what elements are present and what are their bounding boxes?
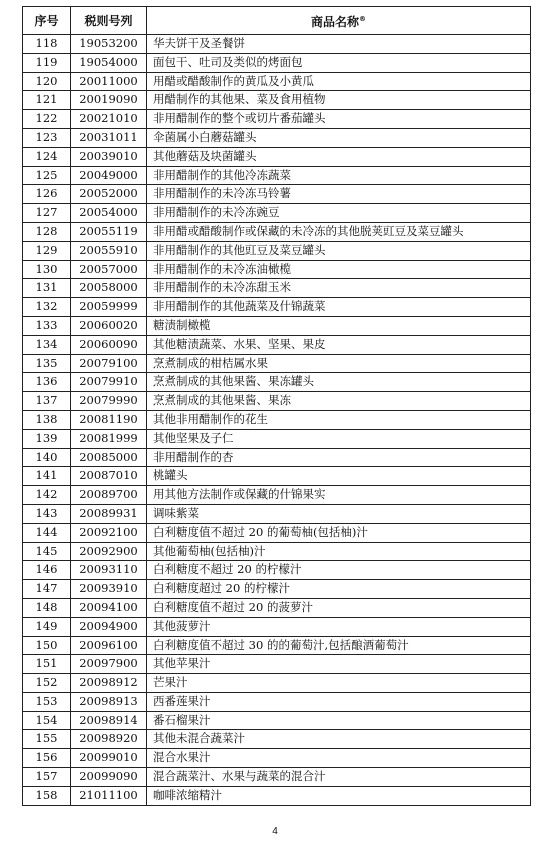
table-row [23, 467, 531, 486]
tariff-code-cell: 20019090 [71, 91, 147, 110]
product-name-cell: 烹煮制成的其他果酱、果冻 [147, 392, 531, 411]
tariff-code-cell: 20060020 [71, 316, 147, 335]
tariff-code-cell: 20079910 [71, 373, 147, 392]
table-body [23, 35, 531, 806]
product-name-cell: 伞菌属小白蘑菇罐头 [147, 128, 531, 147]
table-row [23, 486, 531, 505]
tariff-code-cell: 20087010 [71, 467, 147, 486]
table-row [23, 674, 531, 693]
product-name-cell: 用其他方法制作或保藏的什锦果实 [147, 486, 531, 505]
product-name-cell: 糖渍制橄榄 [147, 316, 531, 335]
table-row [23, 279, 531, 298]
table-row [23, 392, 531, 411]
tariff-code-cell: 21011100 [71, 786, 147, 805]
product-name-cell: 非用醋制作的未冷冻豌豆 [147, 204, 531, 223]
table-row [23, 523, 531, 542]
tariff-code-cell: 20011000 [71, 72, 147, 91]
table-row [23, 598, 531, 617]
table-row [23, 260, 531, 279]
tariff-code-cell: 20089931 [71, 504, 147, 523]
serial-number-cell: 143 [23, 504, 71, 523]
header-row [23, 7, 531, 35]
table-row [23, 617, 531, 636]
header-tariff-code: 税则号列 [71, 7, 147, 35]
tariff-code-cell: 20049000 [71, 166, 147, 185]
serial-number-cell: 146 [23, 561, 71, 580]
table-row [23, 335, 531, 354]
tariff-code-cell: 20055910 [71, 241, 147, 260]
serial-number-cell: 148 [23, 598, 71, 617]
table-row [23, 316, 531, 335]
product-name-cell: 华夫饼干及圣餐饼 [147, 35, 531, 54]
serial-number-cell: 123 [23, 128, 71, 147]
table-row [23, 222, 531, 241]
product-name-cell: 芒果汁 [147, 674, 531, 693]
tariff-code-cell: 20098914 [71, 711, 147, 730]
tariff-code-cell: 20092900 [71, 542, 147, 561]
product-name-cell: 非用醋制作的未冷冻马铃薯 [147, 185, 531, 204]
product-name-cell: 桃罐头 [147, 467, 531, 486]
serial-number-cell: 122 [23, 110, 71, 129]
product-name-cell: 非用醋制作的未冷冻甜玉米 [147, 279, 531, 298]
serial-number-cell: 128 [23, 222, 71, 241]
tariff-code-cell: 20094900 [71, 617, 147, 636]
tariff-code-cell: 20081999 [71, 429, 147, 448]
serial-number-cell: 129 [23, 241, 71, 260]
table-row [23, 561, 531, 580]
product-name-cell: 烹煮制成的其他果酱、果冻罐头 [147, 373, 531, 392]
tariff-code-cell: 20093110 [71, 561, 147, 580]
serial-number-cell: 136 [23, 373, 71, 392]
product-name-cell: 烹煮制成的柑桔属水果 [147, 354, 531, 373]
tariff-code-cell: 20058000 [71, 279, 147, 298]
tariff-code-cell: 19053200 [71, 35, 147, 54]
serial-number-cell: 137 [23, 392, 71, 411]
product-name-cell: 混合蔬菜汁、水果与蔬菜的混合汁 [147, 768, 531, 787]
header-note-mark: ® [359, 15, 366, 23]
table-row [23, 636, 531, 655]
table-row [23, 110, 531, 129]
table-row [23, 730, 531, 749]
product-name-cell: 番石榴果汁 [147, 711, 531, 730]
product-name-cell: 其他菠萝汁 [147, 617, 531, 636]
table-row [23, 91, 531, 110]
serial-number-cell: 127 [23, 204, 71, 223]
table-row [23, 448, 531, 467]
tariff-code-cell: 20089700 [71, 486, 147, 505]
table-row [23, 655, 531, 674]
product-name-cell: 非用醋制作的其他冷冻蔬菜 [147, 166, 531, 185]
tariff-code-cell: 20094100 [71, 598, 147, 617]
serial-number-cell: 154 [23, 711, 71, 730]
tariff-code-cell: 20098920 [71, 730, 147, 749]
product-name-cell: 混合水果汁 [147, 749, 531, 768]
serial-number-cell: 144 [23, 523, 71, 542]
serial-number-cell: 134 [23, 335, 71, 354]
serial-number-cell: 121 [23, 91, 71, 110]
tariff-code-cell: 20039010 [71, 147, 147, 166]
table-row [23, 711, 531, 730]
product-name-cell: 非用醋制作的整个或切片番茄罐头 [147, 110, 531, 129]
tariff-code-cell: 20098913 [71, 692, 147, 711]
product-name-cell: 非用醋制作的未冷冻油橄榄 [147, 260, 531, 279]
table-row [23, 429, 531, 448]
serial-number-cell: 142 [23, 486, 71, 505]
tariff-code-cell: 20081190 [71, 410, 147, 429]
table-row [23, 749, 531, 768]
product-name-cell: 其他葡萄柚(包括柚)汁 [147, 542, 531, 561]
serial-number-cell: 133 [23, 316, 71, 335]
tariff-code-cell: 20060090 [71, 335, 147, 354]
serial-number-cell: 147 [23, 580, 71, 599]
product-name-cell: 面包干、吐司及类似的烤面包 [147, 53, 531, 72]
product-name-cell: 白利糖度不超过 20 的柠檬汁 [147, 561, 531, 580]
table-row [23, 768, 531, 787]
product-name-cell: 西番莲果汁 [147, 692, 531, 711]
table-row [23, 354, 531, 373]
serial-number-cell: 125 [23, 166, 71, 185]
tariff-code-cell: 20031011 [71, 128, 147, 147]
table-row [23, 692, 531, 711]
tariff-code-cell: 19054000 [71, 53, 147, 72]
table-row [23, 580, 531, 599]
table-row [23, 128, 531, 147]
serial-number-cell: 145 [23, 542, 71, 561]
product-name-cell: 用醋或醋酸制作的黄瓜及小黄瓜 [147, 72, 531, 91]
serial-number-cell: 151 [23, 655, 71, 674]
header-product-name-text: 商品名称 [310, 15, 359, 29]
table-row [23, 147, 531, 166]
product-name-cell: 白利糖度超过 20 的柠檬汁 [147, 580, 531, 599]
serial-number-cell: 152 [23, 674, 71, 693]
tariff-code-cell: 20092100 [71, 523, 147, 542]
tariff-code-cell: 20096100 [71, 636, 147, 655]
serial-number-cell: 157 [23, 768, 71, 787]
product-name-cell: 白利糖度值不超过 20 的菠萝汁 [147, 598, 531, 617]
serial-number-cell: 118 [23, 35, 71, 54]
product-name-cell: 非用醋制作的其他蔬菜及什锦蔬菜 [147, 298, 531, 317]
product-name-cell: 用醋制作的其他果、菜及食用植物 [147, 91, 531, 110]
serial-number-cell: 156 [23, 749, 71, 768]
tariff-code-cell: 20057000 [71, 260, 147, 279]
table-row [23, 166, 531, 185]
serial-number-cell: 150 [23, 636, 71, 655]
table-row [23, 53, 531, 72]
table-row [23, 786, 531, 805]
serial-number-cell: 130 [23, 260, 71, 279]
serial-number-cell: 135 [23, 354, 71, 373]
tariff-code-cell: 20052000 [71, 185, 147, 204]
table-row [23, 204, 531, 223]
serial-number-cell: 153 [23, 692, 71, 711]
product-name-cell: 非用醋制作的其他豇豆及菜豆罐头 [147, 241, 531, 260]
tariff-code-cell: 20097900 [71, 655, 147, 674]
product-name-cell: 其他未混合蔬菜汁 [147, 730, 531, 749]
tariff-code-cell: 20093910 [71, 580, 147, 599]
product-name-cell: 非用醋制作的杏 [147, 448, 531, 467]
product-name-cell: 非用醋或醋酸制作或保藏的未冷冻的其他脱荚豇豆及菜豆罐头 [147, 222, 531, 241]
tariff-code-cell: 20079100 [71, 354, 147, 373]
product-name-cell: 调味紫菜 [147, 504, 531, 523]
tariff-code-cell: 20085000 [71, 448, 147, 467]
table-row [23, 373, 531, 392]
serial-number-cell: 138 [23, 410, 71, 429]
table-row [23, 185, 531, 204]
product-name-cell: 其他蘑菇及块菌罐头 [147, 147, 531, 166]
product-name-cell: 白利糖度值不超过 20 的葡萄柚(包括柚)汁 [147, 523, 531, 542]
table-row [23, 241, 531, 260]
serial-number-cell: 149 [23, 617, 71, 636]
table-row [23, 542, 531, 561]
table-row [23, 504, 531, 523]
serial-number-cell: 124 [23, 147, 71, 166]
product-name-cell: 白利糖度值不超过 30 的的葡萄汁,包括酿酒葡萄汁 [147, 636, 531, 655]
serial-number-cell: 141 [23, 467, 71, 486]
header-product-name [147, 7, 531, 35]
tariff-code-cell: 20098912 [71, 674, 147, 693]
tariff-code-cell: 20099090 [71, 768, 147, 787]
table-row [23, 35, 531, 54]
serial-number-cell: 158 [23, 786, 71, 805]
product-name-cell: 咖啡浓缩精汁 [147, 786, 531, 805]
serial-number-cell: 139 [23, 429, 71, 448]
page-number: 4 [272, 826, 278, 837]
table-row [23, 72, 531, 91]
tariff-code-cell: 20099010 [71, 749, 147, 768]
product-name-cell: 其他坚果及子仁 [147, 429, 531, 448]
tariff-code-cell: 20079990 [71, 392, 147, 411]
header-serial-number: 序号 [23, 7, 71, 35]
serial-number-cell: 119 [23, 53, 71, 72]
product-name-cell: 其他苹果汁 [147, 655, 531, 674]
product-name-cell: 其他非用醋制作的花生 [147, 410, 531, 429]
serial-number-cell: 120 [23, 72, 71, 91]
table-row [23, 410, 531, 429]
serial-number-cell: 131 [23, 279, 71, 298]
serial-number-cell: 140 [23, 448, 71, 467]
tariff-code-cell: 20059999 [71, 298, 147, 317]
tariff-code-cell: 20021010 [71, 110, 147, 129]
serial-number-cell: 126 [23, 185, 71, 204]
serial-number-cell: 132 [23, 298, 71, 317]
tariff-table [22, 6, 531, 806]
product-name-cell: 其他糖渍蔬菜、水果、坚果、果皮 [147, 335, 531, 354]
serial-number-cell: 155 [23, 730, 71, 749]
table-row [23, 298, 531, 317]
table-header [23, 7, 531, 35]
tariff-code-cell: 20054000 [71, 204, 147, 223]
tariff-code-cell: 20055119 [71, 222, 147, 241]
